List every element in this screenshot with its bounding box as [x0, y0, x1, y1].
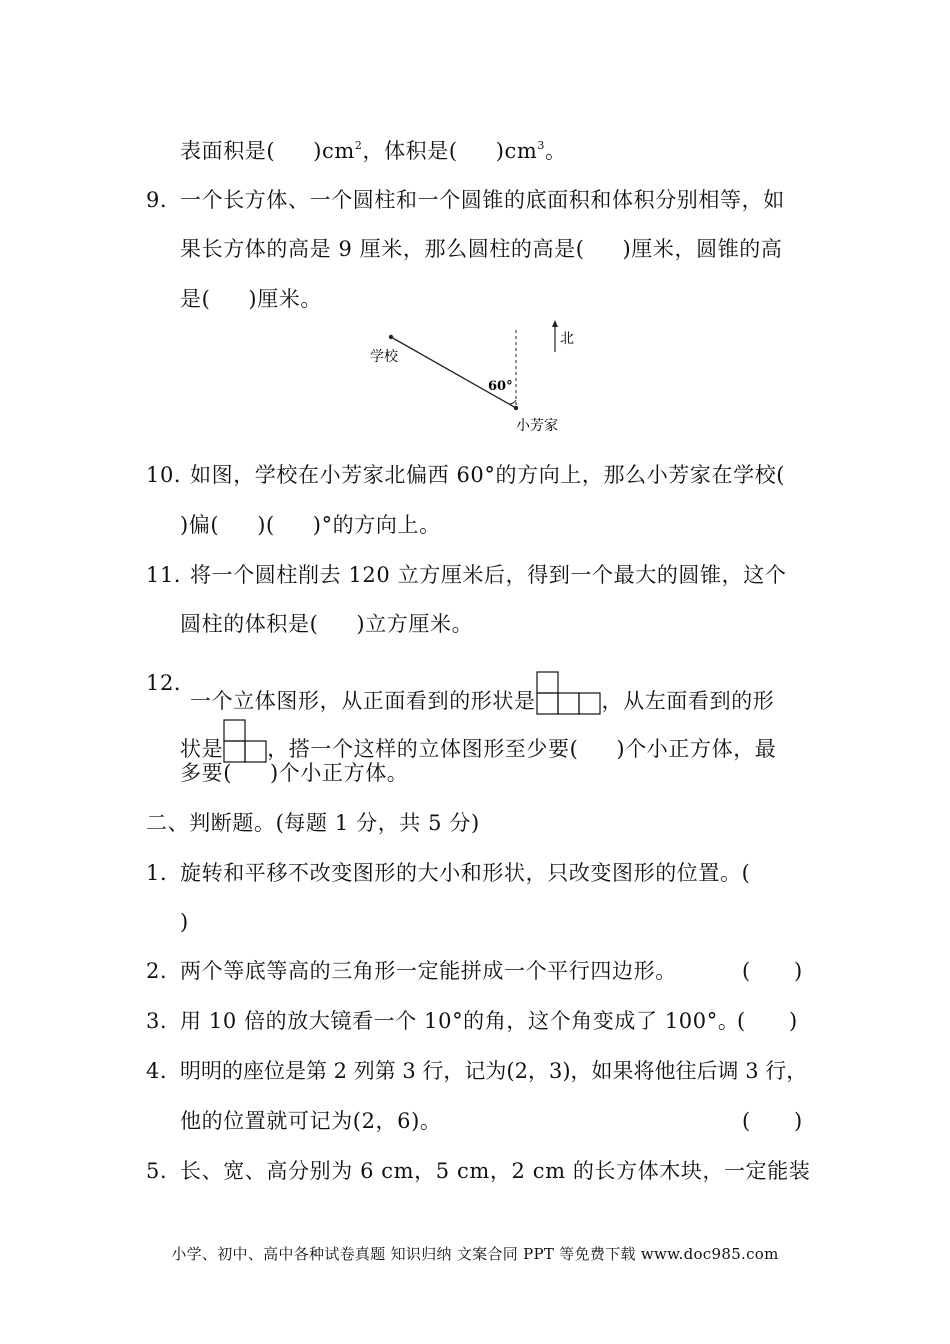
q10-line1: 如图，学校在小芳家北偏西 60°的方向上，那么小芳家在学校( [190, 463, 786, 487]
q12-line1: 一个立体图形，从正面看到的形状是 ，从左面看到的形 [190, 670, 774, 714]
section-2-title: 二、判断题。(每题 1 分，共 5 分) [146, 811, 480, 835]
north-label: 北 [560, 331, 574, 347]
school-home-line [391, 337, 516, 408]
direction-diagram [360, 318, 600, 440]
q9-line1: 一个长方体、一个圆柱和一个圆锥的底面积和体积分别相等，如 [180, 188, 785, 212]
q8-continuation [180, 138, 567, 168]
j1-number: 1． [146, 861, 182, 885]
q11-number: 11． [146, 563, 196, 587]
q11-line2: 圆柱的体积是( )立方厘米。 [180, 612, 474, 636]
j3-answer-paren[interactable]: ( ) [737, 1009, 798, 1033]
front-view-shape [536, 671, 602, 715]
q8-sup-3: 3 [537, 139, 545, 152]
q8-text-a: 表面积是( [180, 139, 276, 163]
north-arrow-head-icon [552, 320, 558, 327]
school-point [389, 335, 393, 339]
q12-number: 12． [146, 671, 196, 695]
j4-line2: 他的位置就可记为(2，6)。 [180, 1109, 442, 1133]
j5-number: 5． [146, 1159, 182, 1183]
home-label: 小芳家 [516, 418, 558, 434]
j2-number: 2． [146, 959, 182, 983]
j4-line1: 明明的座位是第 2 列第 3 行，记为(2，3)，如果将他往后调 3 行， [180, 1059, 808, 1083]
angle-arc [509, 400, 516, 404]
q8-text-c: ，体积是( [362, 139, 458, 163]
j2-answer-paren[interactable]: ( ) [742, 959, 803, 983]
j4-number: 4． [146, 1059, 182, 1083]
page-footer: 小学、初中、高中各种试卷真题 知识归纳 文案合同 PPT 等免费下载 www.doc985.com [171, 1245, 779, 1263]
q12-line2: 状是 ，搭一个这样的立体图形至少要( )个小正方体，最 [180, 718, 776, 762]
q8-text-d: )cm [495, 139, 538, 163]
j2-text: 两个等底等高的三角形一定能拼成一个平行四边形。 [180, 959, 677, 983]
q8-sup-2: 2 [354, 139, 363, 152]
q10-number: 10． [146, 463, 196, 487]
j3-text: 用 10 倍的放大镜看一个 10°的角，这个角变成了 100°。 [180, 1009, 740, 1033]
q8-text-e: 。 [544, 139, 567, 163]
school-label: 学校 [370, 349, 398, 365]
q10-line2: )偏( )( )°的方向上。 [180, 513, 441, 537]
j5-line1: 长、宽、高分别为 6 cm，5 cm，2 cm 的长方体木块，一定能装 [180, 1159, 811, 1183]
j1-line2[interactable]: ) [180, 910, 189, 934]
j3-number: 3． [146, 1009, 182, 1033]
q9-line3: 是( )厘米。 [180, 287, 322, 311]
j1-line1: 旋转和平移不改变图形的大小和形状，只改变图形的位置。( [180, 861, 751, 885]
q8-text-b: )cm [313, 139, 355, 163]
q9-line2: 果长方体的高是 9 厘米，那么圆柱的高是( )厘米，圆锥的高 [180, 237, 783, 261]
angle-label: 60° [488, 379, 513, 394]
q11-line1: 将一个圆柱削去 120 立方厘米后，得到一个最大的圆锥，这个 [190, 563, 787, 587]
q12-line3: 多要( )个小正方体。 [180, 761, 409, 785]
j4-answer-paren[interactable]: ( ) [742, 1109, 803, 1133]
q9-number: 9． [146, 188, 182, 212]
left-view-shape [223, 719, 267, 763]
